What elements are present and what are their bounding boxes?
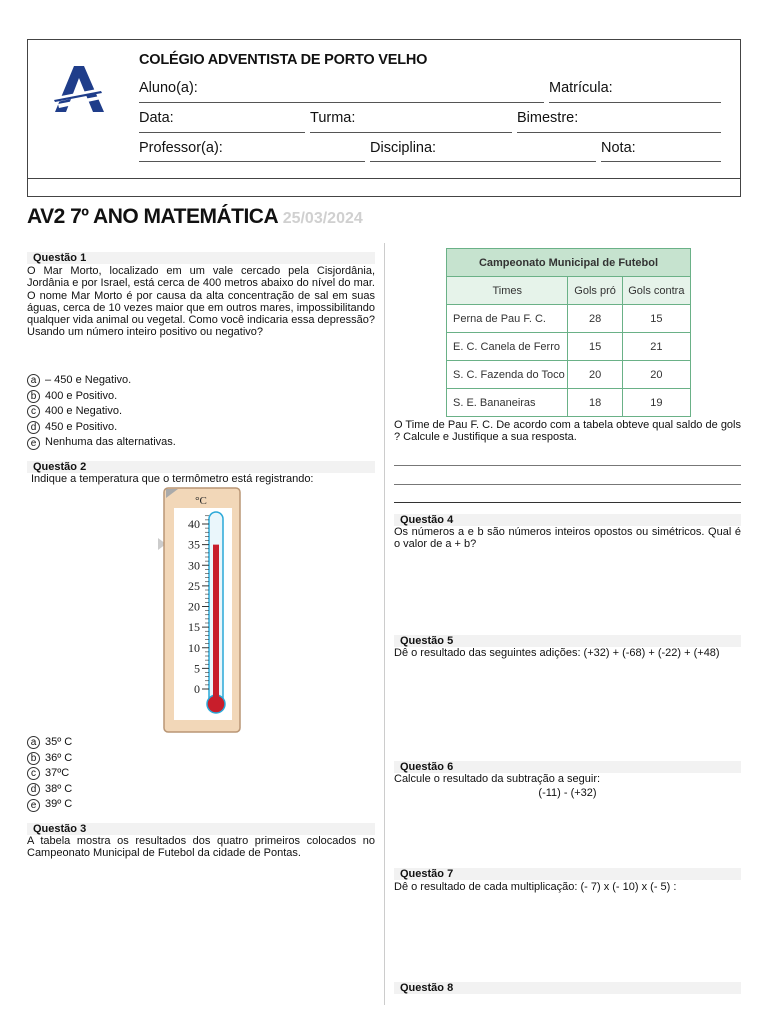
column-divider <box>384 243 385 1005</box>
q2-option-e-circle[interactable]: e <box>27 799 40 812</box>
date-label: Data: <box>139 110 174 126</box>
thermo-label-35: 35 <box>188 537 200 552</box>
class-line[interactable] <box>310 132 512 133</box>
term-label: Bimestre: <box>517 110 579 126</box>
table-cell-goals-against: 19 <box>622 389 690 417</box>
table-cell-goals-against: 15 <box>622 305 690 333</box>
thermo-label-40: 40 <box>188 517 200 531</box>
football-table <box>446 248 691 417</box>
q1-option-c-text: 400 e Negativo. <box>45 405 123 418</box>
question-2-label: Questão 2 <box>27 461 375 473</box>
exam-title <box>27 205 363 229</box>
question-2-text: Indique a temperatura que o termômetro está registrando: <box>31 473 314 485</box>
school-logo-icon <box>52 64 108 114</box>
date-line[interactable] <box>139 132 305 133</box>
q1-option-b-circle[interactable]: b <box>27 390 40 403</box>
question-8-label: Questão 8 <box>394 982 741 994</box>
teacher-label: Professor(a): <box>139 140 223 156</box>
question-1-options <box>27 373 367 451</box>
table-row <box>447 305 691 333</box>
question-4-text: Os números a e b são números inteiros opostos ou simétricos. Qual é o valor de a + b? <box>394 526 741 551</box>
question-5-text: Dê o resultado das seguintes adições: (+32) + (-68) + (-22) + (+48) <box>394 647 720 659</box>
q2-option-e[interactable] <box>27 797 367 813</box>
answer-line-2[interactable] <box>394 484 741 485</box>
table-cell-goals-for: 18 <box>568 389 622 417</box>
q2-option-b-text: 36º C <box>45 751 73 764</box>
thermometer-figure <box>158 486 244 734</box>
q2-option-d-circle[interactable]: d <box>27 783 40 796</box>
question-1-label: Questão 1 <box>27 252 375 264</box>
question-3-label: Questão 3 <box>27 823 375 835</box>
exam-date: 25/03/2024 <box>282 210 363 227</box>
q1-option-d[interactable] <box>27 420 367 436</box>
q2-option-b-circle[interactable]: b <box>27 752 40 765</box>
q2-option-c-circle[interactable]: c <box>27 767 40 780</box>
q1-option-d-circle[interactable]: d <box>27 421 40 434</box>
q1-option-a-text: – 450 e Negativo. <box>45 374 132 386</box>
q2-option-a-text: 35º C <box>45 736 73 748</box>
question-3-text: A tabela mostra os resultados dos quatro primeiros colocados no Campeonato Municipal de Futebol da cidade de Pontas. <box>27 835 375 860</box>
thermo-label-5: 5 <box>194 661 200 676</box>
table-header-goals-against: Gols contra <box>622 277 690 305</box>
q1-option-e-text: Nenhuma das alternativas. <box>45 436 176 449</box>
question-5-label: Questão 5 <box>394 635 741 647</box>
question-6-text: Calcule o resultado da subtração a seguir: <box>394 773 601 785</box>
thermo-label-10: 10 <box>188 640 200 655</box>
table-cell-goals-for: 15 <box>568 333 622 361</box>
table-cell-team: E. C. Canela de Ferro <box>447 333 568 361</box>
q2-option-b[interactable] <box>27 751 367 767</box>
question-7-text: Dê o resultado de cada multiplicação: (- 7) x (- 10) x (- 5) : <box>394 881 677 893</box>
q2-option-a[interactable] <box>27 735 367 751</box>
grade-label: Nota: <box>601 140 636 156</box>
q1-option-c[interactable] <box>27 404 367 420</box>
q2-option-d[interactable] <box>27 782 367 798</box>
table-cell-goals-against: 21 <box>622 333 690 361</box>
question-3-followup: O Time de Pau F. C. De acordo com a tabela obteve qual saldo de gols ? Calcule e Justifique a sua resposta. <box>394 419 741 444</box>
table-row <box>447 389 691 417</box>
q2-option-d-text: 38º C <box>45 782 73 795</box>
subject-label: Disciplina: <box>370 140 437 156</box>
answer-line-3[interactable] <box>394 502 741 503</box>
table-cell-goals-for: 28 <box>568 305 622 333</box>
teacher-line[interactable] <box>139 161 365 162</box>
thermo-label-20: 20 <box>188 599 200 614</box>
subject-line[interactable] <box>370 161 596 162</box>
registration-line[interactable] <box>549 102 721 103</box>
q1-option-a-circle[interactable]: a <box>27 374 40 387</box>
question-7-label: Questão 7 <box>394 868 741 880</box>
q2-option-a-circle[interactable]: a <box>27 736 40 749</box>
q1-option-b[interactable] <box>27 389 367 405</box>
question-6-label: Questão 6 <box>394 761 741 773</box>
table-header-goals-for: Gols pró <box>568 277 622 305</box>
q1-option-e[interactable] <box>27 435 367 451</box>
table-cell-goals-against: 20 <box>622 361 690 389</box>
q1-option-e-circle[interactable]: e <box>27 437 40 450</box>
table-row <box>447 361 691 389</box>
thermo-label-25: 25 <box>188 578 200 593</box>
grade-line[interactable] <box>601 161 721 162</box>
thermo-mercury <box>213 545 219 704</box>
registration-label: Matrícula: <box>549 80 613 96</box>
table-cell-team: S. E. Bananeiras <box>447 389 568 417</box>
q1-option-b-text: 400 e Positivo. <box>45 389 118 402</box>
exam-title-text: AV2 7º ANO MATEMÁTICA <box>27 205 278 228</box>
term-line[interactable] <box>517 132 721 133</box>
q1-option-c-circle[interactable]: c <box>27 405 40 418</box>
table-row <box>447 333 691 361</box>
thermo-label-15: 15 <box>188 620 200 635</box>
table-cell-team: S. C. Fazenda do Toco <box>447 361 568 389</box>
thermo-unit: °C <box>195 495 207 507</box>
q2-option-e-text: 39º C <box>45 798 73 811</box>
table-caption: Campeonato Municipal de Futebol <box>447 249 691 277</box>
thermo-label-30: 30 <box>188 558 200 573</box>
q2-option-c[interactable] <box>27 766 367 782</box>
question-4-label: Questão 4 <box>394 514 741 526</box>
header-separator <box>27 178 741 179</box>
question-1-text: O Mar Morto, localizado em um vale cercado pela Cisjordânia, Jordânia e por Israel, está cerca de 400 metros abaixo do nível do mar. O nome Mar Morto é por causa da alta concentração de sal em suas águas, cerca de 10 vezes maior que em outros mares, impossibilitando qualquer vida animal ou vegetal. Como você indicaria essa depressão? Usando um número inteiro positivo ou negativo? <box>27 265 375 339</box>
q1-option-a[interactable] <box>27 373 367 389</box>
school-name: COLÉGIO ADVENTISTA DE PORTO VELHO <box>139 52 428 68</box>
answer-line-1[interactable] <box>394 465 741 466</box>
q2-option-c-text: 37ºC <box>45 767 70 780</box>
student-line[interactable] <box>139 102 544 103</box>
table-cell-goals-for: 20 <box>568 361 622 389</box>
thermo-label-0: 0 <box>194 682 200 696</box>
class-label: Turma: <box>310 110 356 126</box>
question-6-expression: (-11) - (+32) <box>538 787 597 799</box>
q1-option-d-text: 450 e Positivo. <box>45 420 118 433</box>
table-cell-team: Perna de Pau F. C. <box>447 305 568 333</box>
table-header-teams: Times <box>447 277 568 305</box>
student-label: Aluno(a): <box>139 80 198 96</box>
question-2-options <box>27 735 367 813</box>
